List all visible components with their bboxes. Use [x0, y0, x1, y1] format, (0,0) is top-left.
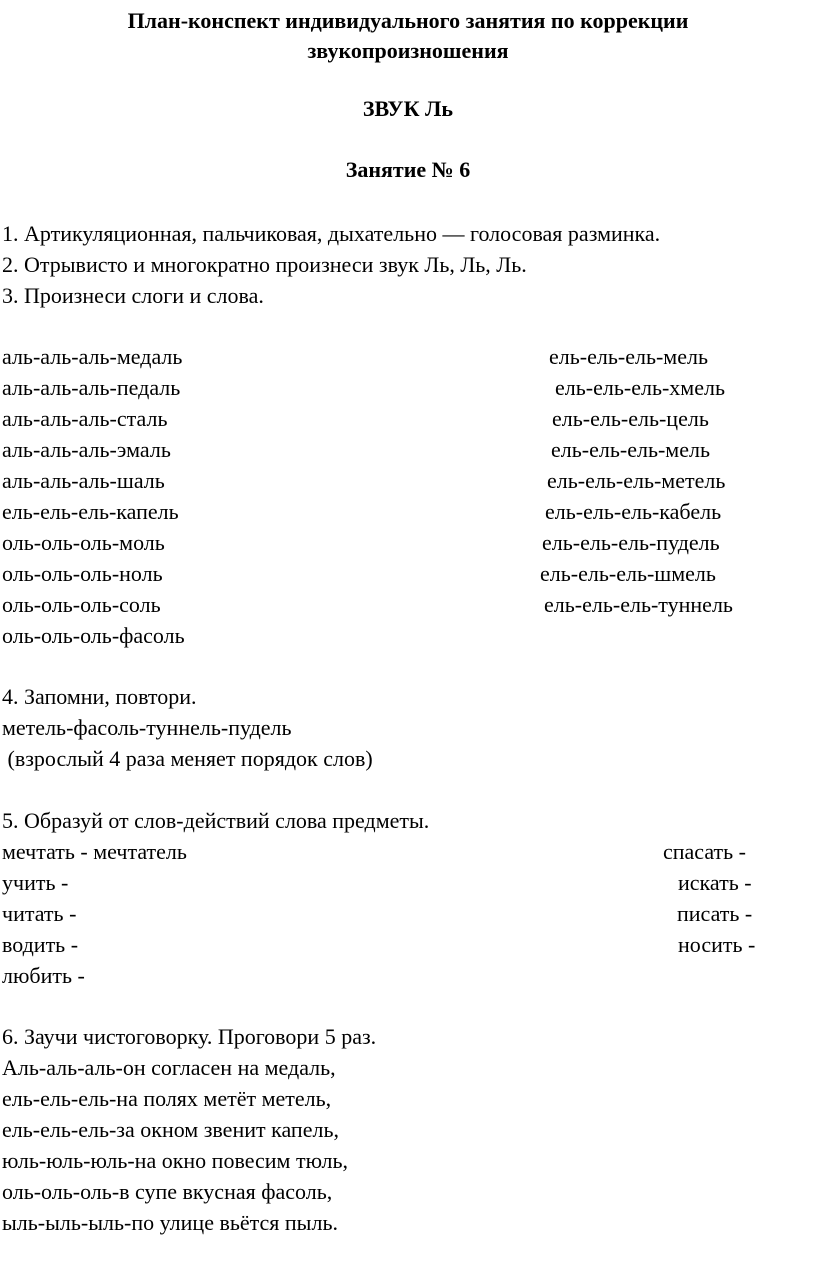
syllable-left: оль-оль-оль-моль	[2, 530, 165, 555]
title-line-2: звукопроизношения	[307, 38, 509, 63]
verb-left: читать -	[2, 901, 77, 926]
verb-right: носить -	[678, 932, 756, 957]
verb-left: мечтать - мечтатель	[2, 839, 187, 864]
step-4-note: (взрослый 4 раза меняет порядок слов)	[2, 746, 373, 771]
syllable-right: ель-ель-ель-мель	[549, 344, 709, 369]
syllable-left: оль-оль-оль-ноль	[2, 561, 163, 586]
tongue-twister-line: ыль-ыль-ыль-по улице вьётся пыль.	[2, 1210, 338, 1235]
verb-left: любить -	[2, 963, 85, 988]
syllable-right: ель-ель-ель-мель	[551, 437, 711, 462]
step-3: 3. Произнеси слоги и слова.	[2, 283, 264, 308]
tongue-twister-line: оль-оль-оль-в супе вкусная фасоль,	[2, 1179, 333, 1204]
syllable-left: аль-аль-аль-педаль	[2, 375, 181, 400]
step-1: 1. Артикуляционная, пальчиковая, дыхательно — голосовая разминка.	[2, 221, 661, 246]
title-line-1: План-конспект индивидуального занятия по коррекции	[127, 8, 689, 33]
syllable-right: ель-ель-ель-шмель	[540, 561, 716, 586]
step-4-words: метель-фасоль-туннель-пудель	[2, 715, 292, 740]
verb-right: искать -	[678, 870, 752, 895]
syllable-left: оль-оль-оль-фасоль	[2, 623, 185, 648]
syllable-left: ель-ель-ель-капель	[2, 499, 179, 524]
syllable-right: ель-ель-ель-хмель	[555, 375, 726, 400]
tongue-twister-line: Аль-аль-аль-он согласен на медаль,	[2, 1055, 336, 1080]
step-5-heading: 5. Образуй от слов-действий слова предметы.	[2, 808, 430, 833]
verb-left: учить -	[2, 870, 69, 895]
syllable-left: оль-оль-оль-соль	[2, 592, 161, 617]
tongue-twister-line: ель-ель-ель-за окном звенит капель,	[2, 1117, 339, 1142]
sound-heading: ЗВУК Ль	[362, 96, 454, 121]
step-2: 2. Отрывисто и многократно произнеси звук Ль, Ль, Ль.	[2, 252, 527, 277]
syllable-right: ель-ель-ель-туннель	[544, 592, 733, 617]
verb-left: водить -	[2, 932, 79, 957]
syllable-left: аль-аль-аль-сталь	[2, 406, 168, 431]
verb-right: спасать -	[663, 839, 747, 864]
verb-right: писать -	[677, 901, 753, 926]
tongue-twister-line: юль-юль-юль-на окно повесим тюль,	[2, 1148, 348, 1173]
step-6-heading: 6. Заучи чистоговорку. Проговори 5 раз.	[2, 1024, 377, 1049]
syllable-right: ель-ель-ель-цель	[552, 406, 709, 431]
syllable-right: ель-ель-ель-метель	[547, 468, 726, 493]
syllable-left: аль-аль-аль-эмаль	[2, 437, 171, 462]
step-4-heading: 4. Запомни, повтори.	[2, 684, 197, 709]
syllable-right: ель-ель-ель-пудель	[542, 530, 720, 555]
tongue-twister-line: ель-ель-ель-на полях метёт метель,	[2, 1086, 332, 1111]
syllable-right: ель-ель-ель-кабель	[545, 499, 722, 524]
lesson-heading: Занятие № 6	[345, 157, 471, 182]
syllable-left: аль-аль-аль-шаль	[2, 468, 165, 493]
syllable-left: аль-аль-аль-медаль	[2, 344, 183, 369]
